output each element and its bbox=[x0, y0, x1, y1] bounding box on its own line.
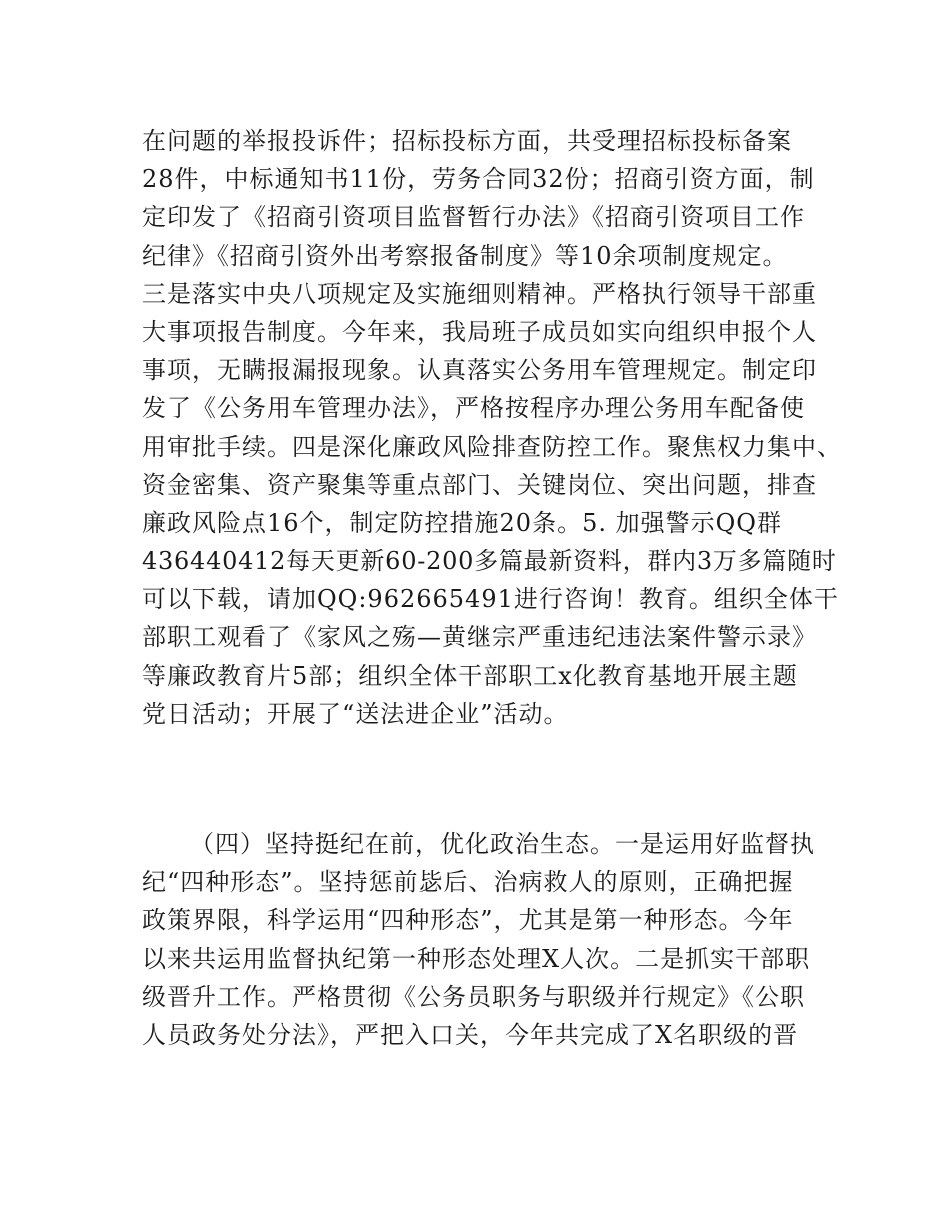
text-line: 可以下载，请加QQ:962665491进行咨询！教育。组织全体干 bbox=[142, 585, 839, 614]
text-line: 政策界限，科学运用“四种形态”，尤其是第一种形态。今年 bbox=[142, 906, 794, 935]
text-line: 用审批手续。四是深化廉政风险排查防控工作。聚焦权力集中、 bbox=[142, 432, 842, 461]
text-line: 等廉政教育片5部；组织全体干部职工x化教育基地开展主题 bbox=[142, 661, 798, 690]
text-line: 级晋升工作。严格贯彻《公务员职务与职级并行规定》《公职 bbox=[142, 982, 805, 1011]
text-line: 纪“四种形态”。坚持惩前毖后、治病救人的原则，正确把握 bbox=[142, 868, 794, 897]
text-line: 定印发了《招商引资项目监督暂行办法》《招商引资项目工作 bbox=[142, 203, 805, 232]
text-line: 事项，无瞒报漏报现象。认真落实公务用车管理规定。制定印 bbox=[142, 356, 817, 385]
text-line: 发了《公务用车管理办法》，严格按程序办理公务用车配备使 bbox=[142, 394, 805, 423]
text-line: 大事项报告制度。今年来，我局班子成员如实向组织申报个人 bbox=[142, 317, 817, 346]
text-line: 部职工观看了《家风之殇—黄继宗严重违纪违法案件警示录》 bbox=[142, 623, 817, 652]
text-line: 在问题的举报投诉件；招标投标方面，共受理招标投标备案 bbox=[142, 127, 792, 155]
text-line: 人员政务处分法》，严把入口关，今年共完成了X名职级的晋 bbox=[142, 1020, 799, 1049]
text-line: 廉政风险点16个，制定防控措施20条。5. 加强警示QQ群 bbox=[142, 508, 782, 537]
text-line: 三是落实中央八项规定及实施细则精神。严格执行领导干部重 bbox=[142, 279, 817, 308]
text-line: 党日活动；开展了“送法进企业”活动。 bbox=[142, 699, 569, 728]
paragraph-continued bbox=[142, 122, 842, 733]
text-line: 436440412每天更新60-200多篇最新资料，群内3万多篇随时 bbox=[142, 547, 837, 576]
paragraph-section-four bbox=[142, 825, 842, 1054]
text-line: 资金密集、资产聚集等重点部门、关键岗位、突出问题，排查 bbox=[142, 470, 817, 499]
text-line: 纪律》《招商引资外出考察报备制度》等10余项制度规定。 bbox=[142, 241, 788, 270]
text-line-first: （四）坚持挺纪在前，优化政治生态。一是运用好监督执 bbox=[190, 830, 815, 858]
text-line: 28件，中标通知书11份，劳务合同32份；招商引资方面，制 bbox=[142, 165, 815, 194]
text-line: 以来共运用监督执纪第一种形态处理X人次。二是抓实干部职 bbox=[142, 944, 811, 973]
